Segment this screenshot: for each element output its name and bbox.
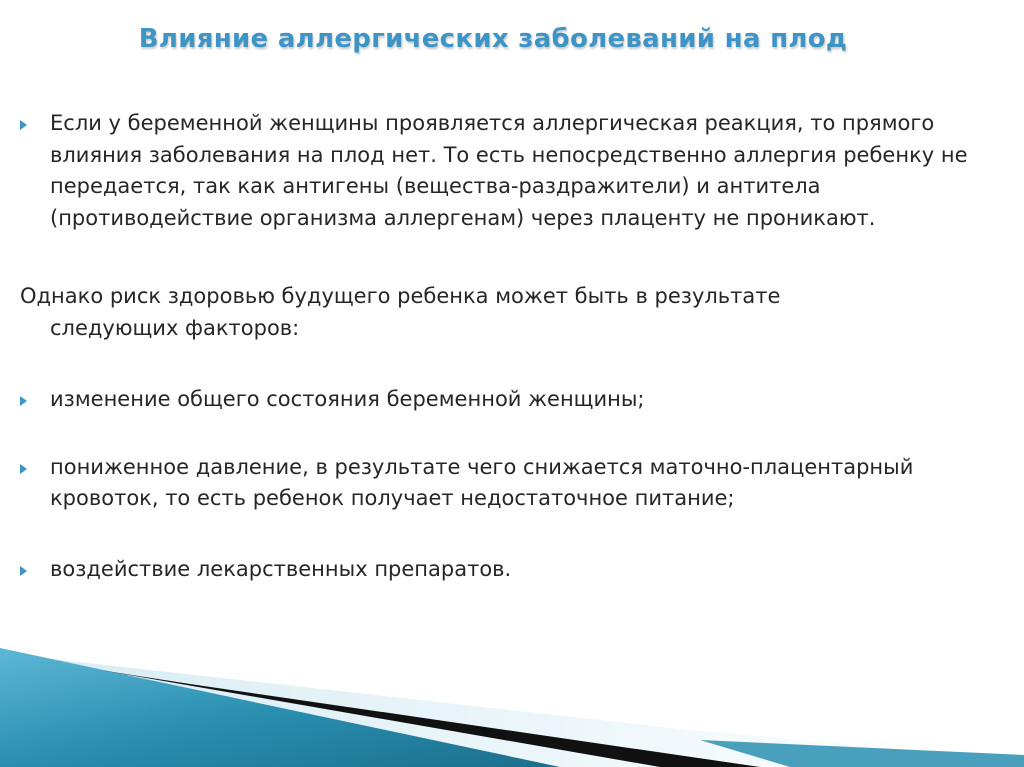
decor-dark-stripe <box>100 670 760 767</box>
list-item-text: воздействие лекарственных препаратов. <box>50 556 512 581</box>
decor-blue-right <box>700 740 1024 767</box>
bullet-arrow-icon <box>20 464 27 474</box>
paragraph-line-1: Однако риск здоровью будущего ребенка может быть в результате <box>20 284 781 308</box>
slide-content <box>0 108 1000 585</box>
bullet-arrow-icon <box>20 120 27 130</box>
paragraph-line-2: следующих факторов: <box>50 315 300 340</box>
paragraph-risk-factors-intro <box>0 281 1000 344</box>
decor-blue-band <box>0 648 560 767</box>
bullet-arrow-icon <box>20 396 27 406</box>
list-item-text: изменение общего состояния беременной женщины; <box>50 387 645 411</box>
bullet-arrow-icon <box>20 566 27 576</box>
decor-light-band <box>0 652 1024 767</box>
list-item-text: пониженное давление, в результате чего снижается маточно-плацентарный кровоток, то есть ребенок получает недостаточное питание; <box>50 454 914 510</box>
paragraph-allergy-no-direct-effect <box>0 108 1000 234</box>
paragraph-text: Если у беременной женщины проявляется аллергическая реакция, то прямого влияния заболевания на плод нет. То есть непосредственно аллергия ребенку не передается, так как антигены (вещества-раздражители) и антитела (противодействие организма аллергенам) через плаценту не проникают. <box>50 111 968 230</box>
list-item-medications <box>0 554 1000 586</box>
slide-title: Влияние аллергических заболеваний на плод <box>138 24 848 54</box>
list-item-general-condition <box>0 384 1000 416</box>
list-item-low-pressure <box>0 452 1000 515</box>
